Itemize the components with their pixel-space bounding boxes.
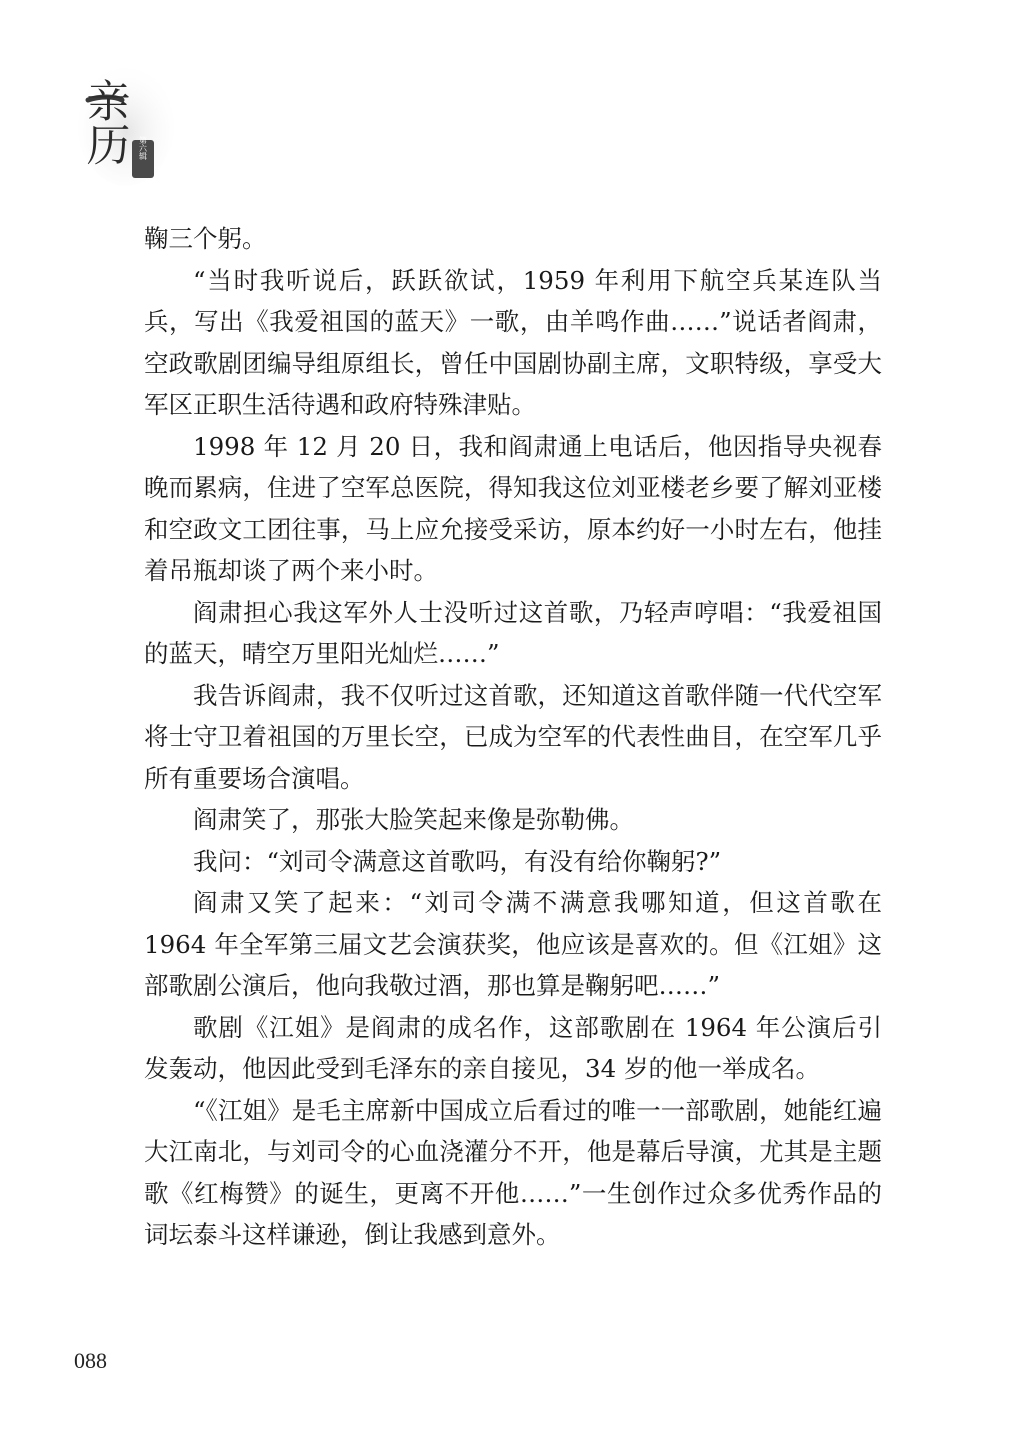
paragraph: 阎肃笑了，那张大脸笑起来像是弥勒佛。 bbox=[193, 805, 634, 834]
book-logo bbox=[74, 56, 174, 188]
paragraph: 1998 年 12 月 20 日，我和阎肃通上电话后，他因指导央视春晚而累病，住进了空军总医院，得知我这位刘亚楼老乡要了解刘亚楼和空政文工团往事，马上应允接受采访，原本约好一小时左右，他挂着吊瓶却谈了两个来小时。 bbox=[144, 431, 882, 585]
paragraph: 鞠三个躬。 bbox=[144, 224, 267, 253]
page-number: 088 bbox=[74, 1348, 107, 1373]
paragraph: 阎肃担心我这军外人士没听过这首歌，乃轻声哼唱：“我爱祖国的蓝天，晴空万里阳光灿烂……” bbox=[144, 597, 882, 668]
article-body bbox=[144, 218, 882, 1256]
logo-sub-text: 第六辑 bbox=[138, 136, 148, 160]
paragraph: “《江姐》是毛主席新中国成立后看过的唯一一部歌剧，她能红遍大江南北，与刘司令的心血浇灌分不开，他是幕后导演，尤其是主题歌《红梅赞》的诞生，更离不开他……”一生创作过众多优秀作品的词坛泰斗这样谦逊，倒让我感到意外。 bbox=[144, 1095, 882, 1249]
logo-text: 亲历 bbox=[78, 78, 130, 166]
book-logo-mark bbox=[74, 56, 174, 188]
paragraph: 阎肃又笑了起来：“刘司令满不满意我哪知道，但这首歌在 1964 年全军第三届文艺会演获奖，他应该是喜欢的。但《江姐》这部歌剧公演后，他向我敬过酒，那也算是鞠躬吧……” bbox=[144, 888, 882, 1000]
paragraph: 我问：“刘司令满意这首歌吗，有没有给你鞠躬?” bbox=[193, 846, 722, 876]
paragraph: 我告诉阎肃，我不仅听过这首歌，还知道这首歌伴随一代代空军将士守卫着祖国的万里长空，已成为空军的代表性曲目，在空军几乎所有重要场合演唱。 bbox=[144, 680, 882, 793]
paragraph: 歌剧《江姐》是阎肃的成名作，这部歌剧在 1964 年公演后引发轰动，他因此受到毛泽东的亲自接见，34 岁的他一举成名。 bbox=[144, 1012, 882, 1083]
paragraph: “当时我听说后，跃跃欲试，1959 年利用下航空兵某连队当兵，写出《我爱祖国的蓝天》一歌，由羊鸣作曲……”说话者阎肃，空政歌剧团编导组原组长，曾任中国剧协副主席，文职特级，享受大军区正职生活待遇和政府特殊津贴。 bbox=[144, 265, 882, 419]
